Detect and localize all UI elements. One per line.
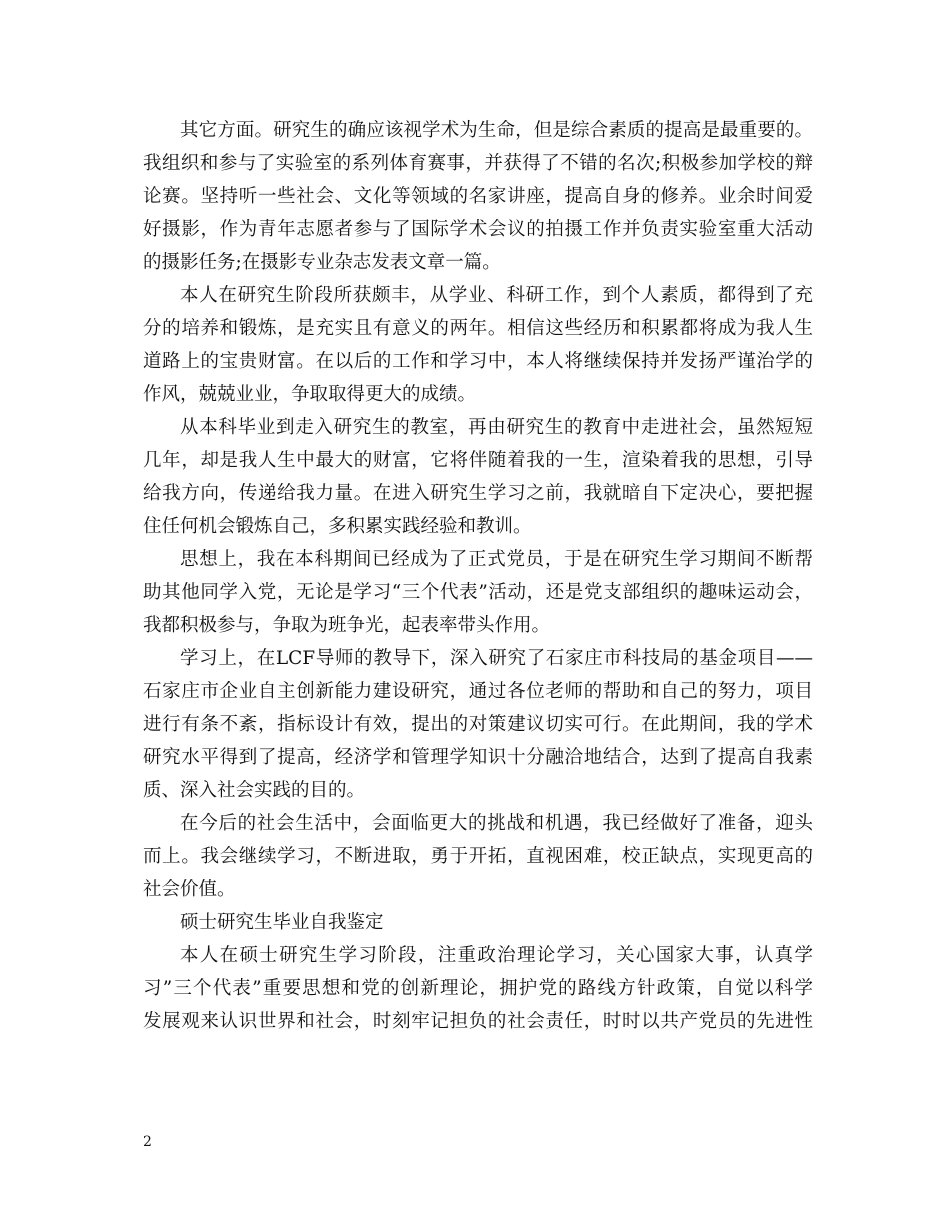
document-body: [143, 114, 813, 1038]
text-line: 我都积极参与，争取为班争光，起表率带头作用。: [143, 615, 551, 636]
text-line: 在今后的社会生活中，会面临更大的挑战和机遇，我已经做好了准备，迎头: [180, 813, 813, 834]
paragraph: [143, 807, 813, 906]
text-line: 从本科毕业到走入研究生的教室，再由研究生的教育中走进社会，虽然短短: [180, 417, 813, 438]
text-line: 质、深入社会实践的目的。: [143, 780, 366, 801]
text-line: 学习上，在LCF导师的教导下，深入研究了石家庄市科技局的基金项目——: [180, 648, 813, 669]
text-line: 石家庄市企业自主创新能力建设研究，通过各位老师的帮助和自己的努力，项目: [143, 681, 813, 702]
text-line: 发展观来认识世界和社会，时刻牢记担负的社会责任，时时以共产党员的先进性: [143, 1011, 813, 1032]
paragraph: [143, 543, 813, 642]
text-line: 其它方面。研究生的确应该视学术为生命，但是综合素质的提高是最重要的。: [180, 120, 813, 141]
text-line: 给我方向，传递给我力量。在进入研究生学习之前，我就暗自下定决心，要把握: [143, 483, 813, 504]
section-heading: [143, 906, 813, 939]
paragraph: [143, 279, 813, 411]
text-line: 习”三个代表”重要思想和党的创新理论，拥护党的路线方针政策，自觉以科学: [143, 978, 813, 999]
text-line: 思想上，我在本科期间已经成为了正式党员，于是在研究生学习期间不断帮: [180, 549, 813, 570]
text-line: 分的培养和锻炼，是充实且有意义的两年。相信这些经历和积累都将成为我人生: [143, 318, 813, 339]
text-line: 好摄影，作为青年志愿者参与了国际学术会议的拍摄工作并负责实验室重大活动: [143, 219, 813, 240]
text-line: 社会价值。: [143, 879, 236, 900]
paragraph: [143, 114, 813, 279]
text-line: 几年，却是我人生中最大的财富，它将伴随着我的一生，渲染着我的思想，引导: [143, 450, 813, 471]
text-line: 的摄影任务;在摄影专业杂志发表文章一篇。: [143, 252, 501, 273]
text-line: 本人在研究生阶段所获颇丰，从学业、科研工作，到个人素质，都得到了充: [180, 285, 813, 306]
text-line: 而上。我会继续学习，不断进取，勇于开拓，直视困难，校正缺点，实现更高的: [143, 846, 813, 867]
paragraph: [143, 411, 813, 543]
paragraph: [143, 642, 813, 807]
text-line: 进行有条不紊，指标设计有效，提出的对策建议切实可行。在此期间，我的学术: [143, 714, 813, 735]
text-line: 住任何机会锻炼自己，多积累实践经验和教训。: [143, 516, 532, 537]
text-line: 论赛。坚持听一些社会、文化等领域的名家讲座，提高自身的修养。业余时间爱: [143, 186, 813, 207]
heading-text: 硕士研究生毕业自我鉴定: [180, 912, 384, 933]
paragraph: [143, 939, 813, 1038]
text-line: 我组织和参与了实验室的系列体育赛事，并获得了不错的名次;积极参加学校的辩: [143, 153, 813, 174]
text-line: 助其他同学入党，无论是学习“三个代表”活动，还是党支部组织的趣味运动会，: [143, 582, 813, 603]
page-number: 2: [143, 1134, 152, 1150]
text-line: 作风，兢兢业业，争取取得更大的成绩。: [143, 384, 477, 405]
text-line: 道路上的宝贵财富。在以后的工作和学习中，本人将继续保持并发扬严谨治学的: [143, 351, 813, 372]
text-line: 研究水平得到了提高，经济学和管理学知识十分融洽地结合，达到了提高自我素: [143, 747, 813, 768]
text-line: 本人在硕士研究生学习阶段，注重政治理论学习，关心国家大事，认真学: [180, 945, 813, 966]
